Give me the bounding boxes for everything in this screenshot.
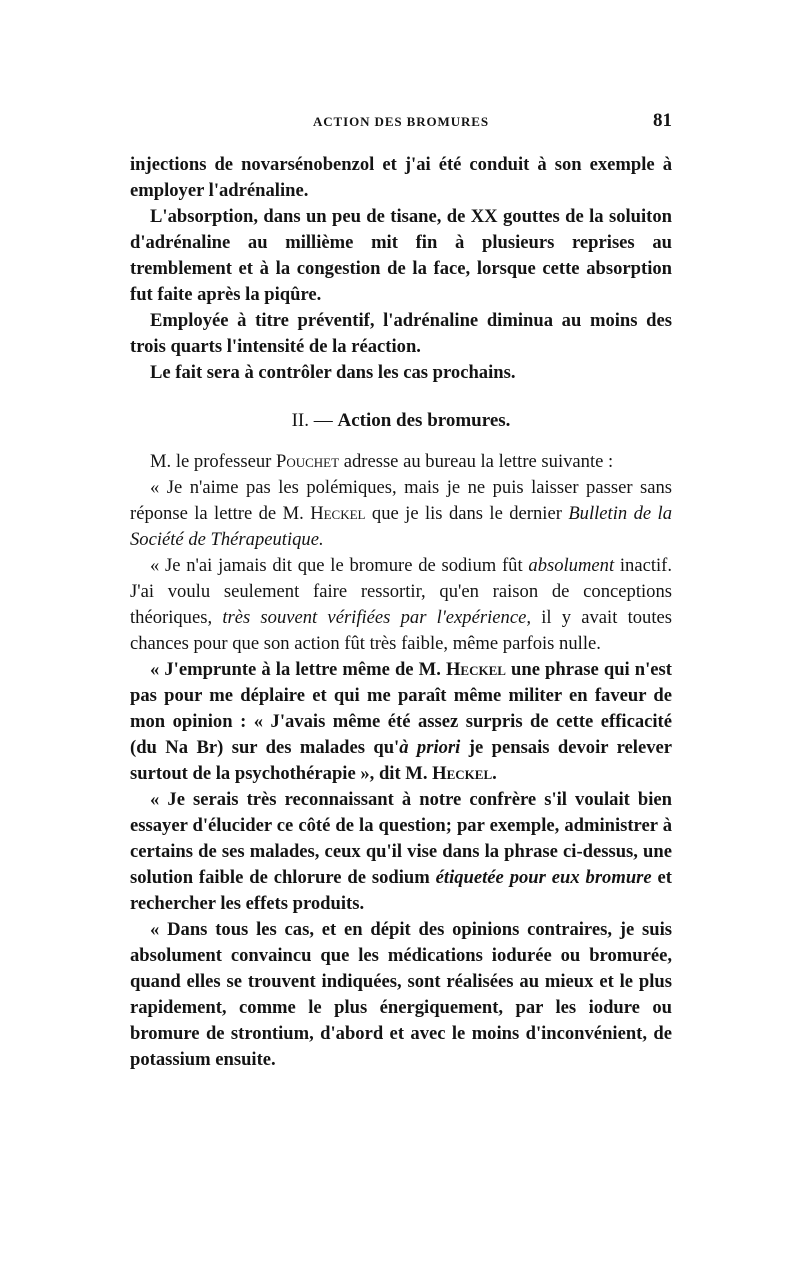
running-head bbox=[130, 110, 672, 152]
letter-text: « J'emprunte à la lettre même de M. bbox=[150, 659, 441, 680]
paragraph-2: L'absorption, dans un peu de tisane, de XX gouttes de la soluiton d'adrénaline au millième mit fin à plusieurs reprises au tremblement et à la congestion de la face, lorsque cette absorption fut faite après la piqûre. bbox=[130, 206, 672, 305]
letter-text: que je lis dans le dernier bbox=[371, 503, 562, 524]
letter-paragraph-3 bbox=[130, 657, 672, 787]
cited-name: Heckel bbox=[310, 503, 366, 524]
emphasis: très souvent vérifiées par l'expérience, bbox=[222, 607, 531, 628]
letter-text: « Je n'ai jamais dit que le bromure de sodium fût bbox=[150, 555, 523, 576]
letter-paragraph-5: « Dans tous les cas, et en dépit des opinions contraires, je suis absolument convaincu que les médications iodurée ou bromurée, quand elles se trouvent indiquées, sont réalisées au mieux et le plus rapidement, comme le plus énergiquement, par les iodure ou bromure de strontium, d'abord et avec le moins d'inconvénient, de potassium ensuite. bbox=[130, 919, 672, 1070]
letter-text: « Je n'aime pas les polémiques, mais je ne puis laisser passer sans réponse la lettre de M. bbox=[130, 477, 672, 524]
journal-title: Bulletin de la Société de Thérapeutique. bbox=[130, 503, 672, 550]
intro-paragraph bbox=[130, 449, 672, 475]
cited-name: Heckel. bbox=[432, 763, 497, 784]
author-name: Pouchet bbox=[276, 451, 340, 472]
section-heading bbox=[130, 408, 672, 434]
paragraph-3: Employée à titre préventif, l'adrénaline diminua au moins des trois quarts l'intensité de la réaction. bbox=[130, 310, 672, 357]
cited-name: Heckel bbox=[445, 659, 506, 680]
letter-text: une phrase qui n'est pas pour me déplaire et qui me paraît même militer en faveur de mon opinion : « J'avais même été assez surpris de cette efficacité (du Na Br) sur des malades qu' bbox=[130, 659, 672, 758]
intro-suffix: adresse au bureau la lettre suivante : bbox=[343, 451, 614, 472]
paragraph-1: injections de novarsénobenzol et j'ai été conduit à son exemple à employer l'adrénaline. bbox=[130, 154, 672, 201]
letter-text: et rechercher les effets produits. bbox=[130, 867, 672, 914]
letter-paragraph-4 bbox=[130, 787, 672, 917]
emphasis: absolument bbox=[528, 555, 615, 576]
page-number: 81 bbox=[653, 110, 672, 131]
paragraph-4: Le fait sera à contrôler dans les cas prochains. bbox=[150, 362, 516, 383]
book-page bbox=[130, 110, 672, 1073]
running-head-title: ACTION DES BROMURES bbox=[312, 114, 489, 129]
letter-text: il y avait toutes chances pour que son action fût très faible, même parfois nulle. bbox=[130, 607, 672, 654]
intro-prefix: M. le professeur bbox=[150, 451, 272, 472]
emphasis: à priori bbox=[399, 737, 461, 758]
page-body bbox=[130, 152, 672, 1073]
letter-paragraph-2 bbox=[130, 553, 672, 657]
letter-text: je pensais devoir relever surtout de la psychothérapie », dit M. bbox=[130, 737, 672, 784]
letter-text: « Je serais très reconnaissant à notre confrère s'il voulait bien essayer d'élucider ce côté de la question; par exemple, administrer à certains de ses malades, ceux qu'il vise dans la phrase ci-dessus, une solution faible de chlorure de sodium bbox=[130, 789, 672, 888]
emphasis: étiquetée pour eux bromure bbox=[435, 867, 652, 888]
letter-paragraph-1 bbox=[130, 475, 672, 553]
section-title: Action des bromures. bbox=[337, 410, 511, 431]
letter-text: inactif. J'ai voulu seulement faire ressortir, qu'en raison de conceptions théoriques, bbox=[130, 555, 673, 628]
section-number: II. — bbox=[291, 410, 333, 431]
